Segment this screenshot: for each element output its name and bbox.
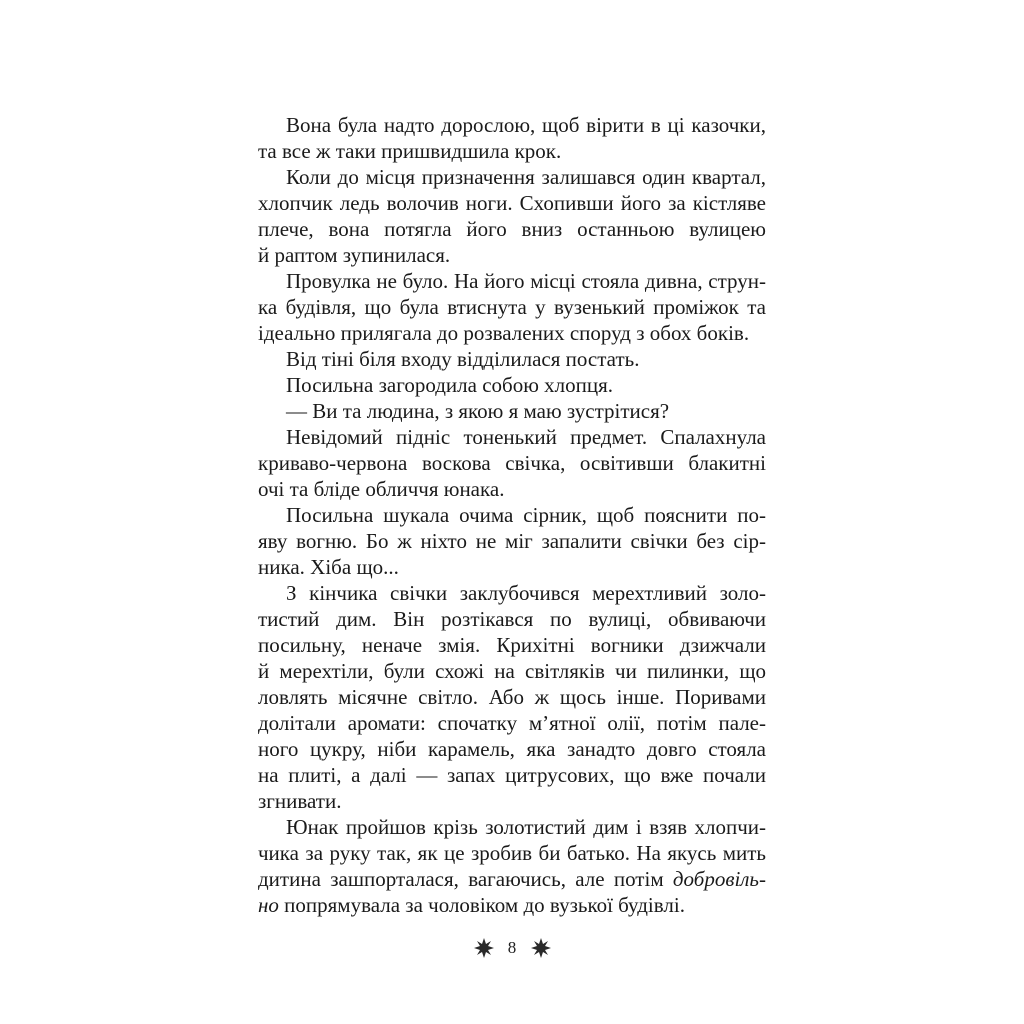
text-line <box>258 476 766 502</box>
text-line <box>258 112 766 138</box>
line-text: Коли до місця призначення залишався один квартал, <box>286 165 766 189</box>
text-line <box>258 450 766 476</box>
text-line <box>258 164 766 190</box>
text-line <box>258 190 766 216</box>
line-text: й раптом зупинилася. <box>258 243 451 267</box>
line-text: згнивати. <box>258 789 342 813</box>
line-text: чика за руку так, як це зробив би батько. На якусь мить <box>258 841 766 865</box>
text-line <box>258 606 766 632</box>
text-line <box>258 710 766 736</box>
text-line <box>258 502 766 528</box>
line-text: й мерехтіли, були схожі на світляків чи пилинки, що <box>258 659 766 683</box>
line-text: попрямувала за чоловіком до вузької будівлі. <box>278 893 685 917</box>
line-text: хлопчик ледь волочив ноги. Схопивши його за кістляве <box>258 191 766 215</box>
line-text: Посильна загородила собою хлопця. <box>286 373 613 397</box>
book-page-text <box>258 112 766 918</box>
line-text: плече, вона потягла його вниз останньою вулицею <box>258 217 766 241</box>
line-text: Юнак пройшов крізь золотистий дим і взяв хлопчи- <box>286 815 766 839</box>
text-line <box>258 632 766 658</box>
line-text: тистий дим. Він розтікався по вулиці, обвиваючи <box>258 607 766 631</box>
text-line <box>258 268 766 294</box>
line-text: Невідомий підніс тоненький предмет. Спалахнула <box>286 425 766 449</box>
line-text: — Ви та людина, з якою я маю зустрітися? <box>286 399 670 423</box>
line-text: на плиті, а далі — запах цитрусових, що вже почали <box>258 763 766 787</box>
star-ornament-icon <box>474 938 494 958</box>
text-line <box>258 554 766 580</box>
line-text: та все ж таки пришвидшила крок. <box>258 139 562 163</box>
text-line <box>258 866 766 892</box>
star-ornament-icon <box>531 938 551 958</box>
line-text: Посильна шукала очима сірник, щоб пояснити по- <box>286 503 766 527</box>
line-text: Вона була надто дорослою, щоб вірити в ці казочки, <box>286 113 766 137</box>
italic-text: но <box>258 893 279 917</box>
text-line <box>258 398 766 424</box>
line-text: ника. Хіба що... <box>258 555 399 579</box>
line-text: дитина зашпорталася, вагаючись, але потім <box>258 867 673 891</box>
text-line <box>258 320 766 346</box>
page-footer <box>0 936 1024 958</box>
text-line <box>258 814 766 840</box>
text-line <box>258 840 766 866</box>
text-line <box>258 788 766 814</box>
text-line <box>258 580 766 606</box>
line-text: криваво-червона воскова свічка, освітивши блакитні <box>258 451 766 475</box>
text-line <box>258 892 766 918</box>
text-line <box>258 242 766 268</box>
line-text: ка будівля, що була втиснута у вузенький проміжок та <box>258 295 766 319</box>
line-text: яву вогню. Бо ж ніхто не міг запалити свічки без сір- <box>258 529 766 553</box>
text-line <box>258 528 766 554</box>
text-line <box>258 138 766 164</box>
line-text: Від тіні біля входу відділилася постать. <box>286 347 640 371</box>
text-line <box>258 294 766 320</box>
line-text: посильну, неначе змія. Крихітні вогники дзижчали <box>258 633 766 657</box>
text-line <box>258 424 766 450</box>
italic-text: добровіль- <box>672 867 766 891</box>
text-line <box>258 658 766 684</box>
line-text: Провулка не було. На його місці стояла дивна, струн- <box>286 269 766 293</box>
line-text: ідеально прилягала до розвалених споруд з обох боків. <box>258 321 750 345</box>
text-line <box>258 216 766 242</box>
page-number: 8 <box>507 938 517 958</box>
text-line <box>258 372 766 398</box>
text-line <box>258 346 766 372</box>
line-text: очі та бліде обличчя юнака. <box>258 477 505 501</box>
text-line <box>258 684 766 710</box>
line-text: З кінчика свічки заклубочився мерехтливий золо- <box>286 581 766 605</box>
line-text: ловлять місячне світло. Або ж щось інше. Поривами <box>258 685 766 709</box>
text-line <box>258 762 766 788</box>
line-text: долітали аромати: спочатку м’ятної олії, потім пале- <box>258 711 766 735</box>
line-text: ного цукру, ніби карамель, яка занадто довго стояла <box>258 737 766 761</box>
text-line <box>258 736 766 762</box>
